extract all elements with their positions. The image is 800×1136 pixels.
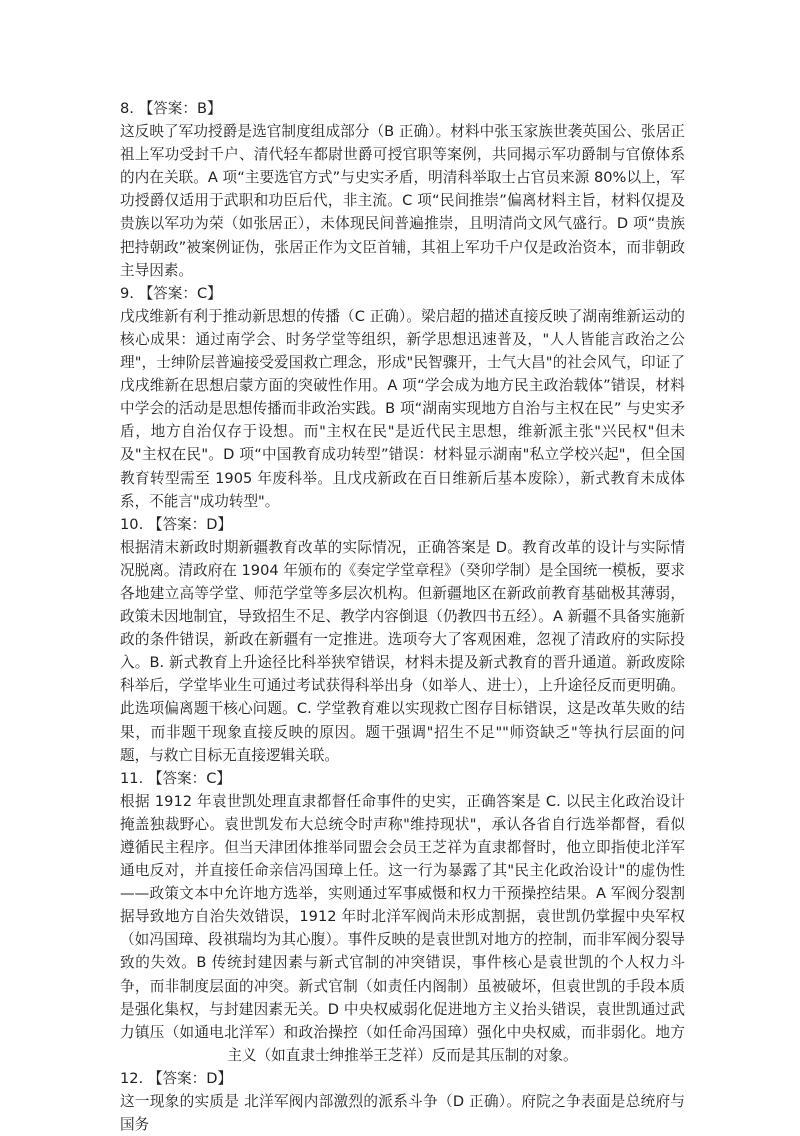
question-9-answer-header: 9. 【答案：C】 (120, 284, 222, 302)
question-10 (120, 513, 685, 767)
question-9-explanation: 戊戌维新有利于推动新思想的传播（C 正确）。梁启超的描述直接反映了湖南维新运动的核心成果：通过南学会、时务学堂等组织，新学思想迅速普及，"人人皆能言政治之公理"，士绅阶层普遍接受爱国救亡理念，形成"民智骤开，士气大昌"的社会风气，印证了戊戌维新在思想启蒙方面的突破性作用。A 项“学会成为地方民主政治载体”错误，材料中学会的活动是思想传播而非政治实践。B 项“湖南实现地方自治与主权在民” 与史实矛盾，地方自治仅存于设想。而"主权在民"是近代民主思想，维新派主张"兴民权"但未及"主权在民"。D 项“中国教育成功转型”错误：材料显示湖南"私立学校兴起"，但全国教育转型需至 1905 年废科举。且戊戌新政在百日维新后基本废除），新式教育未成体系，不能言"成功转型"。 (120, 307, 685, 510)
question-10-explanation: 根据清末新政时期新疆教育改革的实际情况，正确答案是 D。教育改革的设计与实际情况脱离。清政府在 1904 年颁布的《奏定学堂章程》（癸卯学制）是全国统一模板，要求各地建立高等学堂、师范学堂等多层次机构。但新疆地区在新政前教育基础极其薄弱，政策未因地制宜，导致招生不足、教学内容倒退（仍教四书五经）。A 新疆不具备实施新政的条件错误，新政在新疆有一定推进。选项夸大了客观困难，忽视了清政府的实际投入。B. 新式教育上升途径比科举狭窄错误，材料未提及新式教育的晋升通道。新政废除科举后，学堂毕业生可通过考试获得科举出身（如举人、进士），上升途径反而更明确。此选项偏离题干核心问题。C. 学堂教育难以实现救亡图存目标错误，这是改革失败的结果，而非题干现象直接反映的原因。题干强调"招生不足""师资缺乏"等执行层面的问题，与救亡目标无直接逻辑关联。 (120, 538, 685, 764)
question-8-explanation: 这反映了军功授爵是选官制度组成部分（B 正确）。材料中张玉家族世袭英国公、张居正祖上军功受封千户、清代轻车都尉世爵可授官职等案例，共同揭示军功爵制与官僚体系的内在关联。A 项“主要选官方式”与史实矛盾，明清科举取士占官员来源 80%以上，军功授爵仅适用于武职和功臣后代，非主流。C 项“民间推崇”偏离材料主旨，材料仅提及贵族以军功为荣（如张居正），未体现民间普遍推崇，且明清尚文风气盛行。D 项“贵族把持朝政”被案例证伪，张居正作为文臣首辅，其祖上军功千户仅是政治资本，而非朝政主导因素。 (120, 123, 685, 279)
question-8-answer-header: 8. 【答案：B】 (120, 100, 222, 117)
question-11-answer-header: 11. 【答案：C】 (120, 769, 232, 787)
question-12-answer-header: 12. 【答案：D】 (120, 1069, 233, 1087)
question-9 (120, 282, 685, 513)
question-11-explanation: 根据 1912 年袁世凯处理直隶都督任命事件的史实，正确答案是 C. 以民主化政治设计掩盖独裁野心。袁世凯发布大总统令时声称"维持现状"，承认各省自行选举都督，看似遵循民主程序。但当天津团体推举同盟会会员王芝祥为直隶都督时，他立即指使北洋军通电反对，并直接任命亲信冯国璋上任。这一行为暴露了其"民主化政治设计"的虚伪性——政策文本中允许地方选举，实则通过军事威慑和权力干预操控结果。A 军阀分裂割据导致地方自治失效错误，1912 年时北洋军阀尚未形成割据，袁世凯仍掌握中央军权（如冯国璋、段祺瑞均为其心腹）。事件反映的是袁世凯对地方的控制，而非军阀分裂导致的失效。B 传统封建因素与新式官制的冲突错误，事件核心是袁世凯的个人权力斗争，而非制度层面的冲突。新式官制（如责任内阁制）虽被破坏，但袁世凯的手段本质是强化集权，与封建因素无关。D 中央权威弱化促进地方主义抬头错误，袁世凯通过武力镇压（如通电北洋军）和政治操控（如任命冯国璋）强化中央权威，而非弱化。地方主义（如直隶士绅推举王芝祥）反而是其压制的对象。 (120, 792, 685, 1064)
question-10-answer-header: 10. 【答案：D】 (120, 515, 233, 533)
question-12 (120, 1067, 685, 1136)
question-11 (120, 767, 685, 1067)
answer-explanations (120, 97, 685, 1136)
question-8 (120, 97, 685, 282)
question-12-explanation: 这一现象的实质是 北洋军阀内部激烈的派系斗争（D 正确）。府院之争表面是总统府与国务 (120, 1093, 685, 1134)
